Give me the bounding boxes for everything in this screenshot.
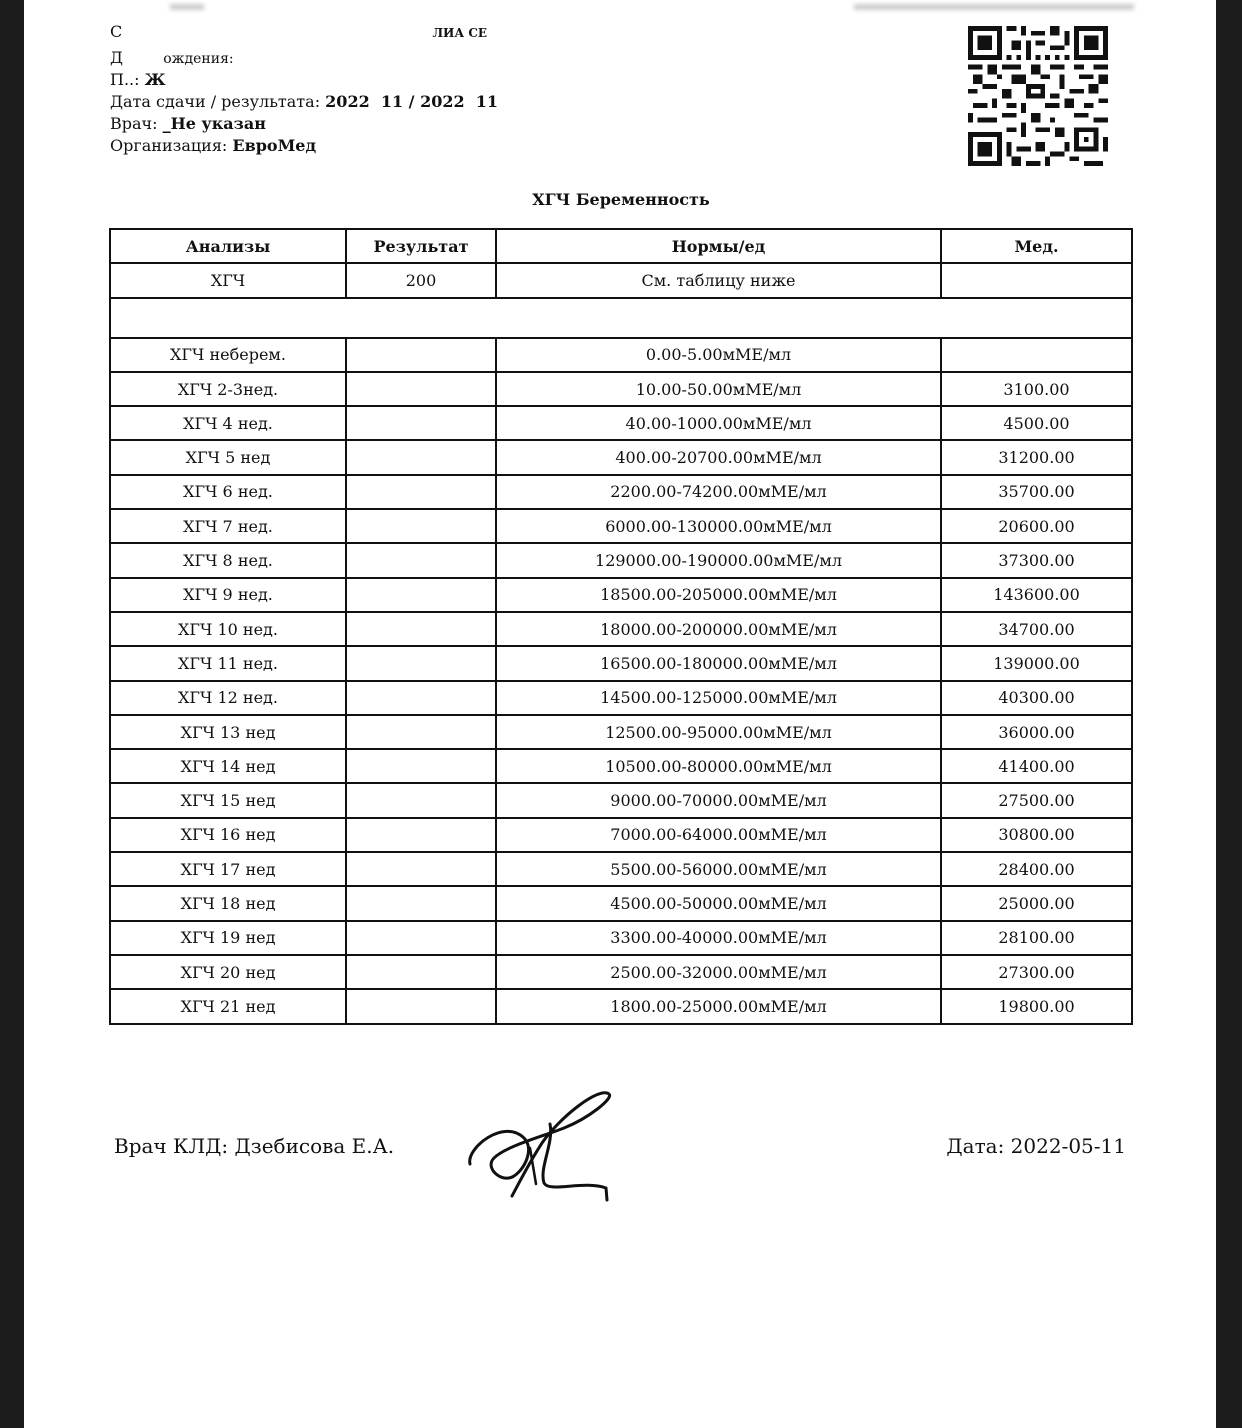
- table-cell: 36000.00: [941, 715, 1132, 749]
- table-cell: [941, 263, 1132, 297]
- table-cell: 28100.00: [941, 921, 1132, 955]
- table-cell: 9000.00-70000.00мМЕ/мл: [496, 783, 941, 817]
- table-cell: ХГЧ 10 нед.: [110, 612, 346, 646]
- table-cell: 129000.00-190000.00мМЕ/мл: [496, 543, 941, 577]
- table-cell: ХГЧ 19 нед: [110, 921, 346, 955]
- table-row: [110, 715, 1132, 749]
- table-cell: 6000.00-130000.00мМЕ/мл: [496, 509, 941, 543]
- table-cell: 200: [346, 263, 496, 297]
- table-cell: [346, 955, 496, 989]
- col-header-result: Результат: [346, 229, 496, 263]
- table-cell: См. таблицу ниже: [496, 263, 941, 297]
- table-row: [110, 440, 1132, 474]
- dates-label: Дата сдачи / результата:: [110, 92, 321, 111]
- table-cell: 30800.00: [941, 818, 1132, 852]
- table-row-spacer: [110, 298, 1132, 338]
- col-header-analysis: Анализы: [110, 229, 346, 263]
- table-cell: 35700.00: [941, 475, 1132, 509]
- table-cell: 40.00-1000.00мМЕ/мл: [496, 406, 941, 440]
- doctor-label: Врач:: [110, 114, 158, 133]
- table-cell: 139000.00: [941, 646, 1132, 680]
- table-row: [110, 921, 1132, 955]
- table-row: [110, 578, 1132, 612]
- table-cell: [346, 612, 496, 646]
- table-row: [110, 818, 1132, 852]
- table-cell: ХГЧ 17 нед: [110, 852, 346, 886]
- document-title: ХГЧ Беременность: [532, 190, 710, 209]
- table-header-row: [110, 229, 1132, 263]
- table-cell: [346, 852, 496, 886]
- table-cell: [346, 818, 496, 852]
- table-cell: 31200.00: [941, 440, 1132, 474]
- table-cell: [346, 681, 496, 715]
- header-line-sex: П..: Ж: [110, 70, 166, 89]
- table-cell: [346, 749, 496, 783]
- table-cell: ХГЧ 6 нед.: [110, 475, 346, 509]
- table-cell: [346, 989, 496, 1023]
- results-table: [109, 228, 1133, 1025]
- table-row: [110, 612, 1132, 646]
- table-row: [110, 543, 1132, 577]
- table-cell: 10.00-50.00мМЕ/мл: [496, 372, 941, 406]
- org-label: Организация:: [110, 136, 228, 155]
- qr-code-icon: [968, 26, 1108, 166]
- table-cell: ХГЧ 12 нед.: [110, 681, 346, 715]
- table-row: [110, 989, 1132, 1023]
- col-header-norms: Нормы/ед: [496, 229, 941, 263]
- spacer-cell: [110, 298, 1132, 338]
- table-cell: 2500.00-32000.00мМЕ/мл: [496, 955, 941, 989]
- table-cell: 20600.00: [941, 509, 1132, 543]
- redaction-blur: [170, 4, 204, 10]
- header-line-birth: [110, 48, 234, 69]
- table-cell: 4500.00: [941, 406, 1132, 440]
- doctor-value: _Не указан: [162, 114, 266, 133]
- table-row: [110, 783, 1132, 817]
- table-row: [110, 406, 1132, 440]
- table-cell: 41400.00: [941, 749, 1132, 783]
- table-cell: ХГЧ 18 нед: [110, 886, 346, 920]
- table-row: [110, 338, 1132, 372]
- table-cell: 10500.00-80000.00мМЕ/мл: [496, 749, 941, 783]
- table-cell: [346, 921, 496, 955]
- table-cell: ХГЧ 4 нед.: [110, 406, 346, 440]
- footer-date: Дата: 2022-05-11: [946, 1134, 1126, 1158]
- table-cell: 14500.00-125000.00мМЕ/мл: [496, 681, 941, 715]
- table-cell: ХГЧ 16 нед: [110, 818, 346, 852]
- header-line2-tail: ождения:: [163, 51, 234, 67]
- table-cell: 3300.00-40000.00мМЕ/мл: [496, 921, 941, 955]
- table-cell: ХГЧ 15 нед: [110, 783, 346, 817]
- header-line-doctor: [110, 114, 266, 134]
- table-cell: 400.00-20700.00мМЕ/мл: [496, 440, 941, 474]
- org-value: ЕвроМед: [232, 136, 317, 155]
- sex-label: П: [110, 70, 124, 89]
- table-cell: [346, 783, 496, 817]
- table-cell: 19800.00: [941, 989, 1132, 1023]
- document-page: [24, 0, 1216, 1428]
- table-cell: [346, 886, 496, 920]
- table-row: [110, 681, 1132, 715]
- header-line1-text: С: [110, 22, 123, 41]
- table-cell: 25000.00: [941, 886, 1132, 920]
- table-cell: ХГЧ 2-3нед.: [110, 372, 346, 406]
- header-line-dates: [110, 92, 498, 112]
- table-cell: 7000.00-64000.00мМЕ/мл: [496, 818, 941, 852]
- table-row: [110, 955, 1132, 989]
- table-cell: 4500.00-50000.00мМЕ/мл: [496, 886, 941, 920]
- table-cell: [346, 578, 496, 612]
- table-cell: 28400.00: [941, 852, 1132, 886]
- table-cell: [346, 338, 496, 372]
- table-cell: 143600.00: [941, 578, 1132, 612]
- table-cell: ХГЧ: [110, 263, 346, 297]
- table-cell: 37300.00: [941, 543, 1132, 577]
- table-cell: 27500.00: [941, 783, 1132, 817]
- table-cell: ХГЧ 7 нед.: [110, 509, 346, 543]
- table-row-main: [110, 263, 1132, 297]
- table-cell: 12500.00-95000.00мМЕ/мл: [496, 715, 941, 749]
- signature-mark: [464, 1088, 614, 1203]
- header-line-org: [110, 136, 316, 156]
- table-row: [110, 509, 1132, 543]
- table-cell: 18500.00-205000.00мМЕ/мл: [496, 578, 941, 612]
- table-row: [110, 852, 1132, 886]
- table-cell: 0.00-5.00мМЕ/мл: [496, 338, 941, 372]
- header-line2-text: Д: [110, 48, 124, 67]
- table-cell: 1800.00-25000.00мМЕ/мл: [496, 989, 941, 1023]
- table-row: [110, 475, 1132, 509]
- table-row: [110, 886, 1132, 920]
- footer-doctor: Врач КЛД: Дзебисова Е.А.: [114, 1134, 395, 1158]
- table-cell: 18000.00-200000.00мМЕ/мл: [496, 612, 941, 646]
- dates-value: 2022 11 / 2022 11: [325, 92, 499, 111]
- header-line-patient: [110, 22, 487, 43]
- table-cell: [346, 509, 496, 543]
- table-cell: ХГЧ 13 нед: [110, 715, 346, 749]
- table-row: [110, 372, 1132, 406]
- table-cell: [346, 372, 496, 406]
- header-line1-tail: ЛИА СЕ: [432, 26, 488, 40]
- sex-value: Ж: [144, 70, 166, 89]
- table-row: [110, 646, 1132, 680]
- table-cell: 2200.00-74200.00мМЕ/мл: [496, 475, 941, 509]
- table-cell: [346, 406, 496, 440]
- table-cell: 3100.00: [941, 372, 1132, 406]
- table-cell: 34700.00: [941, 612, 1132, 646]
- table-cell: [346, 715, 496, 749]
- table-cell: [346, 543, 496, 577]
- table-cell: [346, 475, 496, 509]
- table-cell: ХГЧ 5 нед: [110, 440, 346, 474]
- table-cell: ХГЧ 11 нед.: [110, 646, 346, 680]
- redaction-blur: [854, 4, 1134, 10]
- table-row: [110, 749, 1132, 783]
- table-cell: 5500.00-56000.00мМЕ/мл: [496, 852, 941, 886]
- table-cell: ХГЧ 20 нед: [110, 955, 346, 989]
- table-cell: 40300.00: [941, 681, 1132, 715]
- table-cell: 27300.00: [941, 955, 1132, 989]
- table-cell: 16500.00-180000.00мМЕ/мл: [496, 646, 941, 680]
- table-cell: ХГЧ 8 нед.: [110, 543, 346, 577]
- table-cell: ХГЧ неберем.: [110, 338, 346, 372]
- table-cell: ХГЧ 14 нед: [110, 749, 346, 783]
- table-cell: [346, 440, 496, 474]
- table-cell: [346, 646, 496, 680]
- table-cell: ХГЧ 21 нед: [110, 989, 346, 1023]
- col-header-med: Мед.: [941, 229, 1132, 263]
- table-cell: [941, 338, 1132, 372]
- table-cell: ХГЧ 9 нед.: [110, 578, 346, 612]
